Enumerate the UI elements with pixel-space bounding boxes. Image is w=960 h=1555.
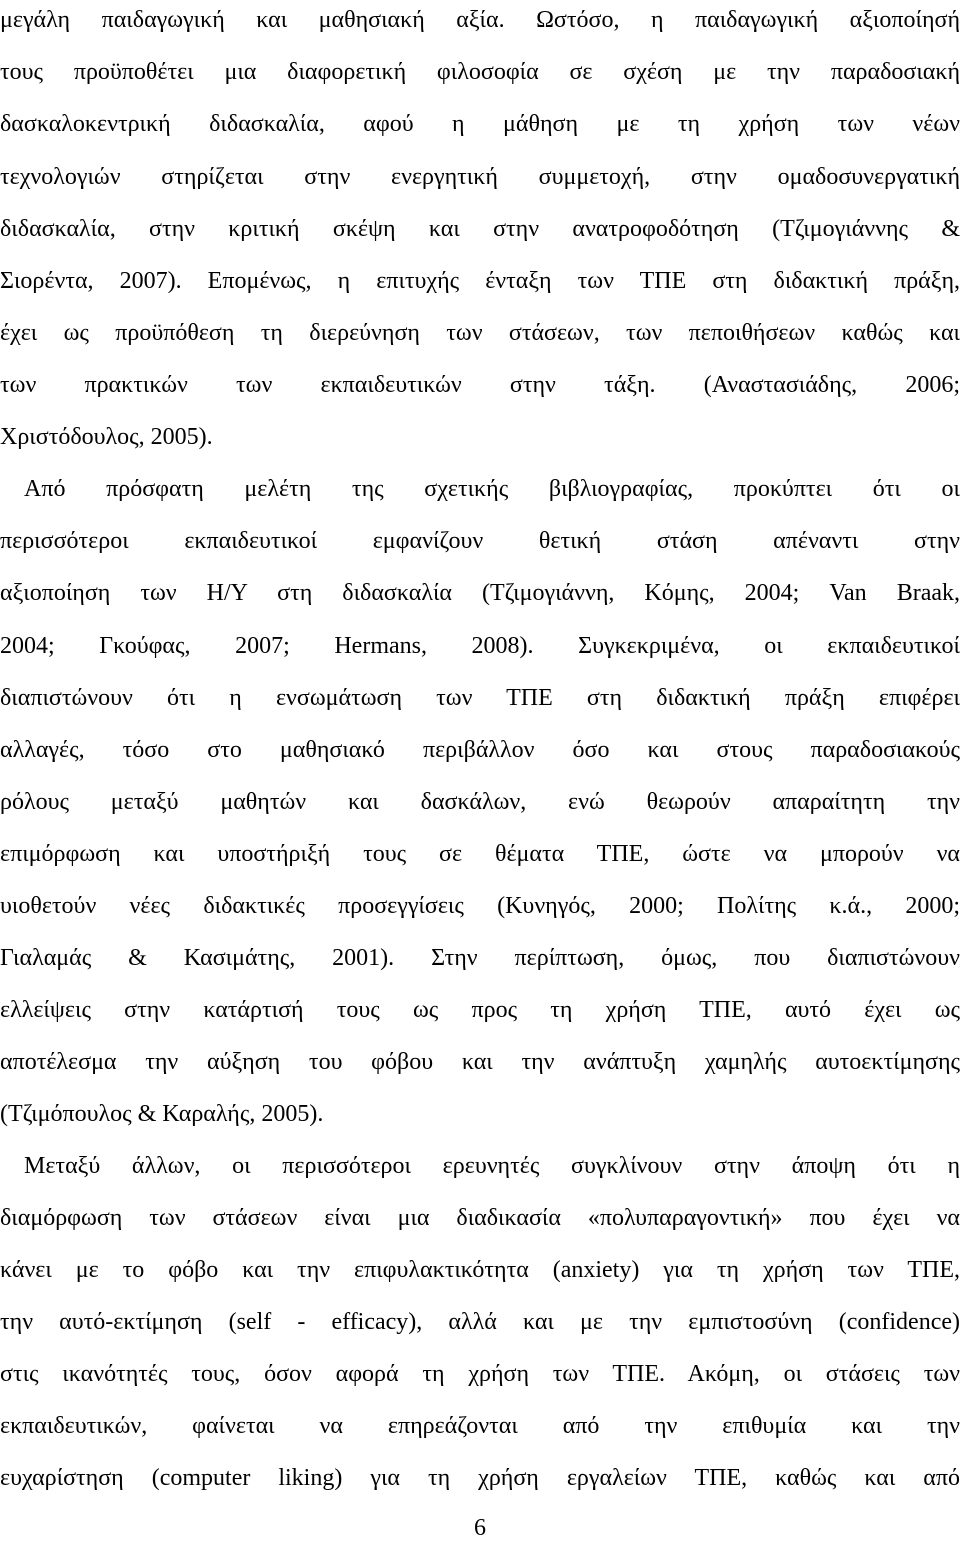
text-line: ρόλους μεταξύ μαθητών και δασκάλων, ενώ θεωρούν απαραίτητη την [0,789,960,815]
text-line: κάνει με το φόβο και την επιφυλακτικότητα (anxiety) για τη χρήση των ΤΠΕ, [0,1257,960,1283]
paragraph-first-line: Από πρόσφατη μελέτη της σχετικής βιβλιογραφίας, προκύπτει ότι οι [24,476,960,502]
text-line: (Τζιμόπουλος & Καραλής, 2005). [0,1101,324,1127]
text-line: μεγάλη παιδαγωγική και μαθησιακή αξία. Ωστόσο, η παιδαγωγική αξιοποίησή [0,7,960,33]
text-line: ελλείψεις στην κατάρτισή τους ως προς τη χρήση ΤΠΕ, αυτό έχει ως [0,997,960,1023]
text-line: Σιορέντα, 2007). Επομένως, η επιτυχής ένταξη των ΤΠΕ στη διδακτική πράξη, [0,268,960,294]
text-line: διαπιστώνουν ότι η ενσωμάτωση των ΤΠΕ στη διδακτική πράξη επιφέρει [0,685,960,711]
text-line: επιμόρφωση και υποστήριξή τους σε θέματα ΤΠΕ, ώστε να μπορούν να [0,841,960,867]
text-line: στις ικανότητές τους, όσον αφορά τη χρήση των ΤΠΕ. Ακόμη, οι στάσεις των [0,1361,960,1387]
text-line: τους προϋποθέτει μια διαφορετική φιλοσοφία σε σχέση με την παραδοσιακή [0,59,960,85]
text-line: αποτέλεσμα την αύξηση του φόβου και την ανάπτυξη χαμηλής αυτοεκτίμησης [0,1049,960,1075]
text-line: ευχαρίστηση (computer liking) για τη χρήση εργαλείων ΤΠΕ, καθώς και από [0,1465,960,1491]
text-line: έχει ως προϋπόθεση τη διερεύνηση των στάσεων, των πεποιθήσεων καθώς και [0,320,960,346]
text-line: υιοθετούν νέες διδακτικές προσεγγίσεις (Κυνηγός, 2000; Πολίτης κ.ά., 2000; [0,893,960,919]
text-line: τεχνολογιών στηρίζεται στην ενεργητική συμμετοχή, στην ομαδοσυνεργατική [0,164,960,190]
paragraph-first-line: Μεταξύ άλλων, οι περισσότεροι ερευνητές συγκλίνουν στην άποψη ότι η [24,1153,960,1179]
text-line: Χριστόδουλος, 2005). [0,424,213,450]
text-line: αξιοποίηση των Η/Υ στη διδασκαλία (Τζιμογιάννη, Κόμης, 2004; Van Braak, [0,580,960,606]
text-line: Γιαλαμάς & Κασιμάτης, 2001). Στην περίπτωση, όμως, που διαπιστώνουν [0,945,960,971]
text-line: διαμόρφωση των στάσεων είναι μια διαδικασία «πολυπαραγοντική» που έχει να [0,1205,960,1231]
text-line: την αυτό-εκτίμηση (self - efficacy), αλλά και με την εμπιστοσύνη (confidence) [0,1309,960,1335]
page-number: 6 [474,1515,486,1541]
text-line: περισσότεροι εκπαιδευτικοί εμφανίζουν θετική στάση απέναντι στην [0,528,960,554]
text-line: 2004; Γκούφας, 2007; Hermans, 2008). Συγκεκριμένα, οι εκπαιδευτικοί [0,633,960,659]
text-line: δασκαλοκεντρική διδασκαλία, αφού η μάθηση με τη χρήση των νέων [0,111,960,137]
text-line: αλλαγές, τόσο στο μαθησιακό περιβάλλον όσο και στους παραδοσιακούς [0,737,960,763]
text-line: διδασκαλία, στην κριτική σκέψη και στην ανατροφοδότηση (Τζιμογιάννης & [0,216,960,242]
text-line: εκπαιδευτικών, φαίνεται να επηρεάζονται από την επιθυμία και την [0,1413,960,1439]
text-line: των πρακτικών των εκπαιδευτικών στην τάξη. (Αναστασιάδης, 2006; [0,372,960,398]
